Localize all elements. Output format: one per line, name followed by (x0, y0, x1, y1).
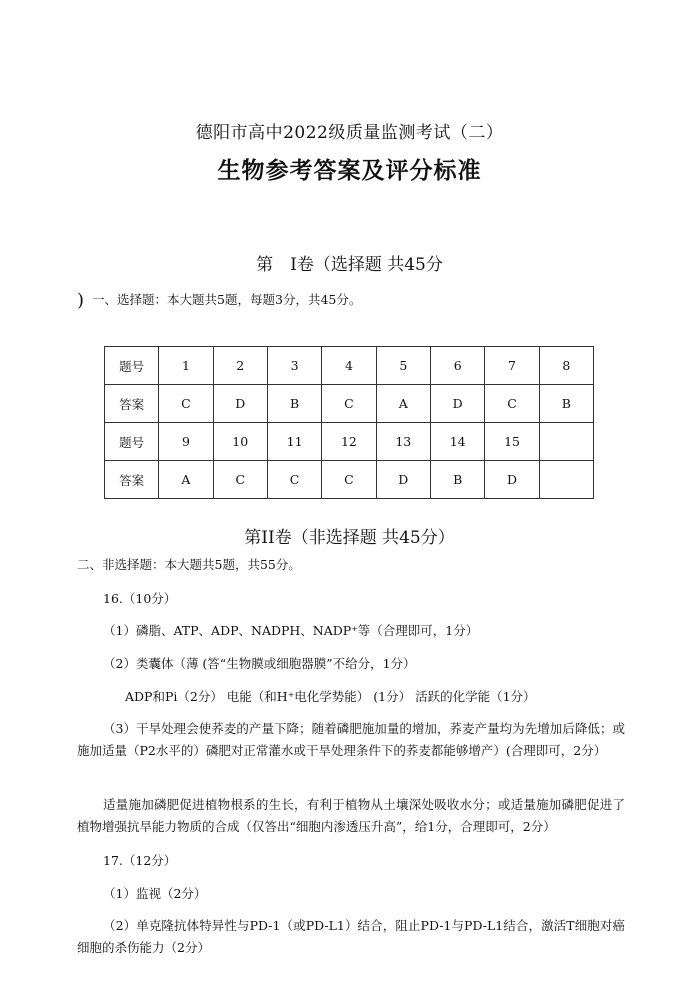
table-cell: 3 (267, 347, 321, 385)
table-cell: C (485, 385, 539, 423)
table-cell: B (267, 385, 321, 423)
part1-section-text: 一、选择题：本大题共5题，每题3分，共45分。 (92, 292, 362, 307)
q17-answer-1: （1）监视（2分） (103, 886, 207, 901)
table-cell (539, 423, 593, 461)
table-row (105, 385, 594, 423)
table-cell: C (213, 461, 267, 499)
table-cell: C (267, 461, 321, 499)
part2-title: 第II卷（非选择题 共45分） (244, 528, 455, 548)
table-cell: 4 (322, 347, 376, 385)
answer-table (104, 346, 594, 499)
stray-bracket: ) (77, 290, 85, 311)
table-cell: 5 (376, 347, 430, 385)
q17-heading: 17.（12分） (103, 853, 177, 868)
table-cell: 15 (485, 423, 539, 461)
part1-section-heading (77, 288, 361, 309)
table-cell: A (376, 385, 430, 423)
table-cell: 10 (213, 423, 267, 461)
exam-title: 德阳市高中2022级质量监测考试（二） (195, 123, 504, 143)
table-row (105, 423, 594, 461)
table-row (105, 461, 594, 499)
table-cell: 7 (485, 347, 539, 385)
part2-section-heading: 二、非选择题：本大题共5题，共55分。 (77, 557, 301, 572)
q17-answer-2: （2）单克隆抗体特异性与PD-1（或PD-L1）结合，阻止PD-1与PD-L1结合，激活T细胞对癌细胞的杀伤能力（2分） (77, 918, 625, 955)
table-cell: 1 (159, 347, 213, 385)
document-title: 生物参考答案及评分标准 (217, 158, 482, 184)
table-cell: 8 (539, 347, 593, 385)
table-cell: B (430, 461, 484, 499)
q16-answer-1: （1）磷脂、ATP、ADP、NADPH、NADP⁺等（合理即可，1分） (103, 623, 479, 638)
table-cell: C (322, 461, 376, 499)
q16-answer-4: 适量施加磷肥促进植物根系的生长，有利于植物从土壤深处吸收水分；或适量施加磷肥促进了植物增强抗旱能力物质的合成（仅答出“细胞内渗透压升高”，给1分，合理即可，2分） (77, 797, 625, 834)
table-cell: 11 (267, 423, 321, 461)
q16-answer-3: （3）干旱处理会使荞麦的产量下降；随着磷肥施加量的增加，荞麦产量均为先增加后降低；或施加适量（P2水平的）磷肥对正常灌水或干旱处理条件下的荞麦都能够增产）(合理即可，2分） (77, 721, 625, 758)
table-cell: 12 (322, 423, 376, 461)
table-row (105, 347, 594, 385)
table-cell: D (376, 461, 430, 499)
table-cell: D (430, 385, 484, 423)
table-cell: D (485, 461, 539, 499)
row-label: 答案 (105, 461, 159, 499)
q16-answer-2b: ADP和Pi（2分） 电能（和H⁺电化学势能） (1分） 活跃的化学能（1分） (125, 689, 536, 704)
part1-title: 第 I卷（选择题 共45分 (256, 255, 443, 275)
row-label: 题号 (105, 423, 159, 461)
table-cell: C (322, 385, 376, 423)
table-cell: C (159, 385, 213, 423)
table-cell: 13 (376, 423, 430, 461)
table-cell: 2 (213, 347, 267, 385)
table-cell: 6 (430, 347, 484, 385)
q16-answer-2: （2）类囊体（薄 (答“生物膜或细胞器膜”不给分，1分） (103, 656, 416, 671)
table-cell: 14 (430, 423, 484, 461)
table-cell: B (539, 385, 593, 423)
row-label: 答案 (105, 385, 159, 423)
row-label: 题号 (105, 347, 159, 385)
table-cell: A (159, 461, 213, 499)
table-cell (539, 461, 593, 499)
table-cell: 9 (159, 423, 213, 461)
q16-heading: 16.（10分） (103, 591, 177, 606)
table-cell: D (213, 385, 267, 423)
